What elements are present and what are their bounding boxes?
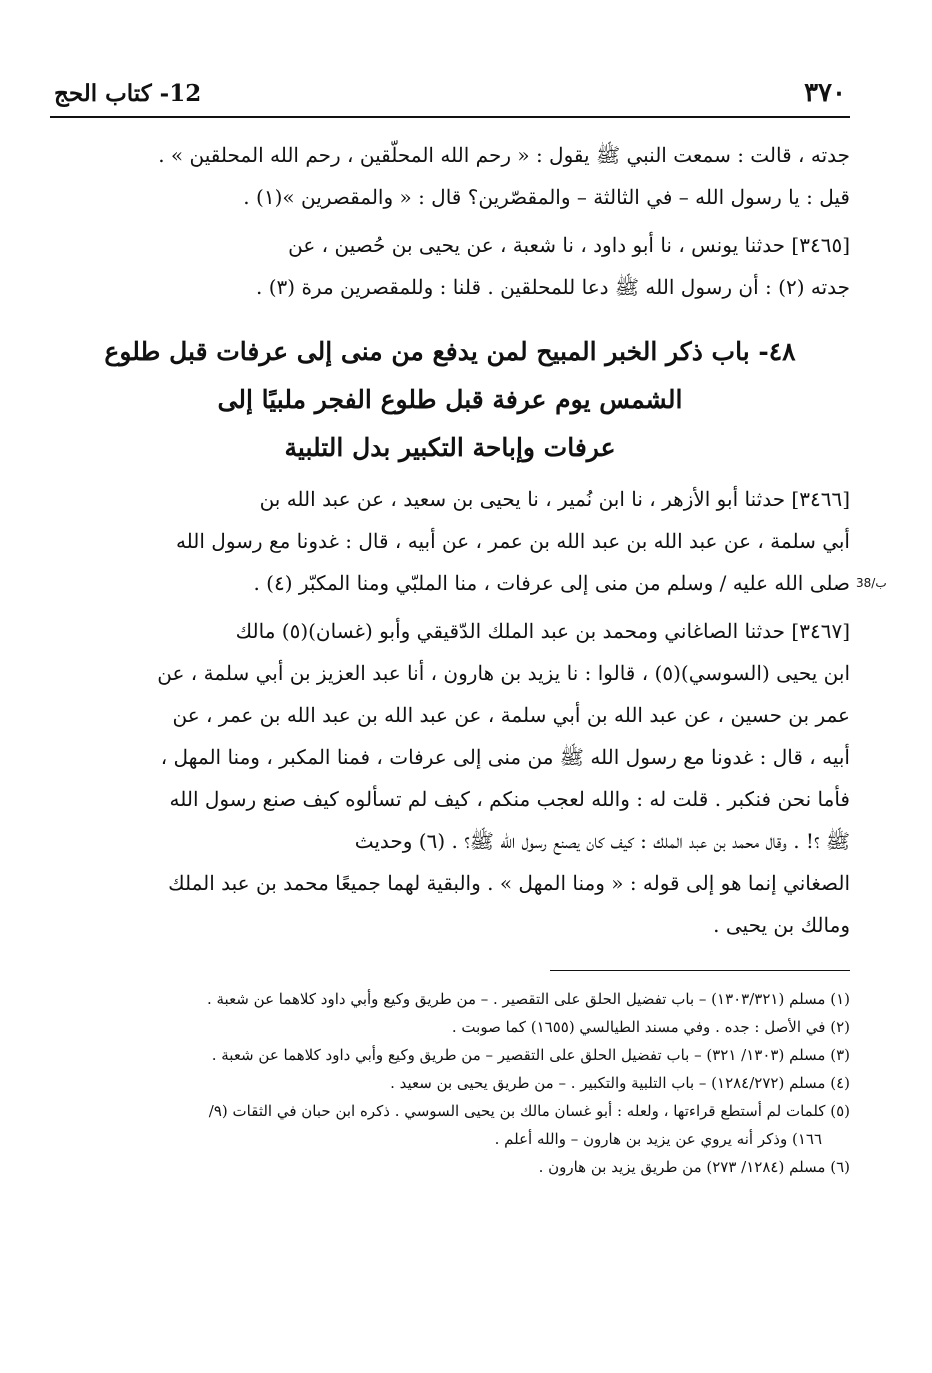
text-line: الصغاني إنما هو إلى قوله : « ومنا المهل » . والبقية لهما جميعًا محمد بن عبد الملك [168,871,850,895]
text-line: جدته (٢) : أن رسول الله ﷺ دعا للمحلقين . قلنا : وللمقصرين مرة (٣) . [256,275,850,299]
hadith-3467 [50,610,850,946]
footnote: (٣) مسلم (١٣٠٣/ ٣٢١) – باب تفضيل الحلق على التقصير – من طريق وكيع وأبي داود كلاهما عن شعبة . [211,1046,850,1064]
page-number: ٣٧٠ [804,78,846,108]
footnote: (٥) كلمات لم أستطع قراءتها ، ولعله : أبو غسان مالك بن يحيى السوسي . ذكره ابن حبان في الثقات (٩/ [208,1102,850,1120]
text-line: [٣٤٦٧] حدثنا الصاغاني ومحمد بن عبد الملك الدّقيقي وأبو (غسان)(٥) مالك [235,619,850,643]
text-line: [٣٤٦٥] حدثنا يونس ، نا أبو داود ، نا شعبة ، عن يحيى بن حُصين ، عن [288,233,850,257]
text-line: ابن يحيى (السوسي)(٥) ، قالوا : نا يزيد بن هارون ، أنا عبد العزيز بن أبي سلمة ، عن [157,661,850,685]
text-line: عمر بن حسين ، عن عبد الله بن أبي سلمة ، عن عبد الله بن عبد الله بن عمر ، عن [172,703,850,727]
text-line: أبي سلمة ، عن عبد الله بن عبد الله بن عمر ، عن أبيه ، قال : غدونا مع رسول الله [175,529,850,553]
chapter-title [50,328,850,472]
text-line: صلى الله عليه / وسلم من منى إلى عرفات ، منا الملبّي ومنا المكبّر (٤) . [253,571,850,595]
footnote: (٤) مسلم (١٢٨٤/٢٧٢) – باب التلبية والتكبير . – من طريق يحيى بن سعيد . [390,1074,850,1092]
document-page [50,70,887,1360]
chapter-title-line: ٤٨- باب ذكر الخبر المبيح لمن يدفع من منى إلى عرفات قبل طلوع [104,337,796,366]
text-line: أبيه ، قال : غدونا مع رسول الله ﷺ من منى إلى عرفات ، فمنا المكبر ، ومنا المهل ، [160,745,850,769]
footnote-divider [550,970,850,971]
text-line: ﷺ ؟! . وقال محمد بن عبد الملك : كيف كان يصنع رسول الله ﷺ؟ . (٦) وحديث [354,829,850,853]
hadith-3466 [50,478,887,604]
top-text [50,134,850,218]
manuscript-folio-ref: 38/ب [856,576,887,590]
chapter-title-line: عرفات وإباحة التكبير بدل التلبية [284,433,616,462]
text-line: فأما نحن فنكبر . قلت له : والله لعجب منكم ، كيف لم تسألوه كيف صنع رسول الله [169,787,850,811]
text-line: [٣٤٦٦] حدثنا أبو الأزهر ، نا ابن نُمير ، نا يحيى بن سعيد ، عن عبد الله بن [259,487,850,511]
hadith-3465 [50,224,850,308]
text-line: ومالك بن يحيى . [713,913,850,937]
footnote: (٢) في الأصل : جده . وفي مسند الطيالسي (١٦٥٥) كما صوبت . [451,1018,850,1036]
page-header [50,70,850,118]
chapter-title-line: الشمس يوم عرفة قبل طلوع الفجر ملبيًا إلى [217,385,683,414]
footnote: (١) مسلم (١٣٠٣/٣٢١) – باب تفضيل الحلق على التقصير . – من طريق وكيع وأبي داود كلاهما عن شعبة . [206,990,850,1008]
text-line: قيل : يا رسول الله – في الثالثة – والمقصّرين؟ قال : « والمقصرين »(١) . [243,185,850,209]
footnote-continuation: ١٦٦) وذكر أنه يروي عن يزيد بن هارون – والله أعلم . [494,1130,822,1148]
footnote: (٦) مسلم (١٢٨٤/ ٢٧٣) من طريق يزيد بن هارون . [538,1158,850,1176]
running-title: 12- كتاب الحج [54,80,202,107]
text-line: جدته ، قالت : سمعت النبي ﷺ يقول : « رحم الله المحلّقين ، رحم الله المحلقين » . [158,143,850,167]
footnotes [50,985,850,1181]
